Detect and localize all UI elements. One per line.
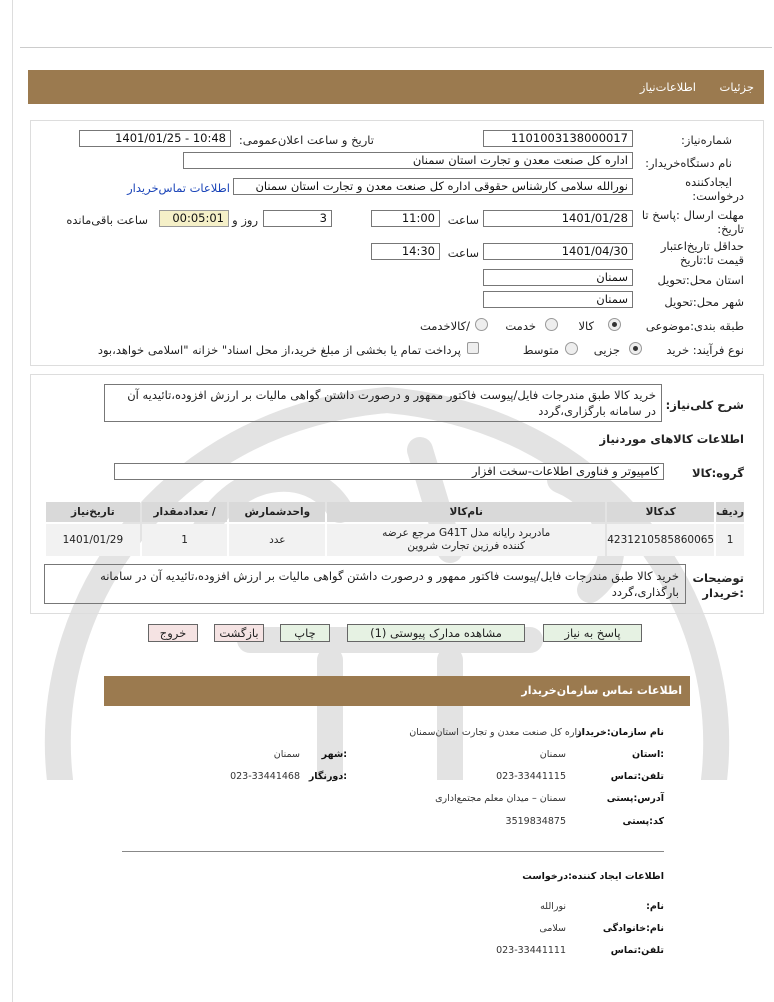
attachments-button[interactable]: مشاهده مدارک پیوستی (1) (347, 624, 525, 642)
back-button[interactable]: بازگشت (214, 624, 264, 642)
phone-value: 023-33441115 (496, 771, 566, 782)
province-c-value: سمنان (539, 749, 566, 760)
col-qty: / تعدادمقدار (142, 502, 228, 522)
cat-goods-label: کالا (578, 319, 594, 333)
payment-note: پرداخت تمام یا بخشی از مبلغ خرید،از محل اسناد" خزانه "اسلامی خواهد،بود (97, 343, 461, 357)
org-label: نام سازمان:خریدار (576, 727, 664, 738)
cell-name-line-1: مادربرد رایانه مدل G41T مرجع عرضه (382, 527, 551, 539)
radio-service[interactable] (545, 318, 558, 331)
cell-qty: 1 (142, 524, 228, 556)
city-label: شهر محل:تحویل (664, 295, 744, 309)
buyer-contact-link[interactable]: اطلاعات تماس‌خریدار (127, 181, 230, 195)
cell-unit: عدد (229, 524, 325, 556)
col-date: تاریخ‌نیاز (46, 502, 140, 522)
buyer-org-label: نام دستگاه‌خریدار: (645, 156, 732, 170)
radio-goods-service[interactable] (475, 318, 488, 331)
org-value: اداره کل صنعت معدن و تجارت استان‌سمنان (409, 727, 584, 738)
cell-code: 4231210585860065 (607, 524, 714, 556)
cell-index: 1 (716, 524, 744, 556)
address-value: سمنان – میدان معلم مجتمع‌اداری (435, 793, 566, 804)
validity-time-label: ساعت (447, 246, 479, 260)
cphone-label: تلفن:تماس (610, 945, 664, 956)
goods-info-title: اطلاعات کالاهای موردنیاز (599, 432, 744, 446)
description-line-2: در سامانه بارگزاری،گردد (538, 404, 656, 418)
description-line-1: خرید کالا طبق مندرجات فایل/پیوست فاکتور ممهور و درصورت داشتن گواهی مالیات بر ارزش افزوده،تائیدیه آن (127, 388, 656, 402)
creator-label-1: ایجادکننده (685, 175, 732, 189)
city-field: سمنان (483, 291, 633, 308)
deadline-time-field: 11:00 (371, 210, 440, 227)
cphone-value: 023-33441111 (496, 945, 566, 956)
col-unit: واحدشمارش (229, 502, 325, 522)
city-c-label: :شهر (321, 749, 347, 760)
cat-service-label: خدمت (505, 319, 536, 333)
radio-medium[interactable] (565, 342, 578, 355)
header-bar (28, 70, 764, 104)
goods-table (44, 500, 746, 558)
buyer-org-field: اداره کل صنعت معدن و تجارت استان سمنان (183, 152, 633, 169)
validity-label-2: قیمت تا:تاریخ (679, 253, 744, 267)
deadline-date-field: 1401/01/28 (483, 210, 633, 227)
validity-label-1: حداقل تاریخ‌اعتبار (660, 239, 744, 253)
cell-date: 1401/01/29 (46, 524, 140, 556)
deadline-label-2: تاریخ: (717, 222, 744, 236)
tab-details[interactable]: جزئیات (719, 80, 754, 94)
announce-field: 1401/01/25 - 10:48 (79, 130, 231, 147)
days-label: روز و (232, 213, 258, 227)
description-box (104, 384, 662, 422)
buyer-notes-box (44, 564, 686, 604)
buyer-notes-label-2: :خریدار (702, 586, 744, 600)
creator-label-2: درخواست: (692, 189, 744, 203)
category-label: طبقه بندی:موضوعی (645, 319, 744, 333)
process-label: نوع فرآیند: خرید (666, 343, 744, 357)
city-c-value: سمنان (273, 749, 300, 760)
phone-label: تلفن:تماس (610, 771, 664, 782)
family-value: سلامی (539, 923, 566, 934)
buyer-notes-label-1: توضیحات (692, 571, 744, 585)
validity-time-field: 14:30 (371, 243, 440, 260)
reply-button[interactable]: پاسخ به نیاز (543, 624, 642, 642)
province-field: سمنان (483, 269, 633, 286)
description-label: شرح کلی‌نیاز: (665, 398, 744, 412)
buyer-notes-line-1: خرید کالا طبق مندرجات فایل/پیوست فاکتور ممهور و درصورت داشتن گواهی مالیات بر ارزش افزوده،تائیدیه آن در سامانه (100, 569, 679, 583)
need-number-label: شماره‌نیاز: (681, 133, 732, 147)
exit-button[interactable]: خروج (148, 624, 198, 642)
table-row (46, 524, 744, 556)
postal-label: کد:پستی (622, 816, 664, 827)
contact-divider (122, 851, 664, 852)
payment-checkbox[interactable] (467, 342, 479, 354)
radio-goods[interactable] (608, 318, 621, 331)
announce-label: تاریخ و ساعت اعلان‌عمومی: (238, 133, 374, 147)
cat-goods-service-label: /کالا‌خدمت (419, 319, 470, 333)
print-button[interactable]: چاپ (280, 624, 330, 642)
need-number-field: 1101003138000017 (483, 130, 633, 147)
col-index: ردیف (716, 502, 744, 522)
proc-medium-label: متوسط (522, 343, 559, 357)
top-divider (20, 47, 772, 48)
cell-name (327, 524, 605, 556)
group-label: گروه:کالا (692, 466, 744, 480)
validity-date-field: 1401/04/30 (483, 243, 633, 260)
group-field: کامپیوتر و فناوری اطلاعات-سخت افزار (114, 463, 664, 480)
deadline-time-label: ساعت (447, 213, 479, 227)
buyer-notes-line-2: بارگذاری،گردد (611, 585, 679, 599)
fax-value: 023-33441468 (230, 771, 300, 782)
days-field: 3 (263, 210, 332, 227)
remaining-time-field: 00:05:01 (159, 210, 229, 227)
address-label: آدرس:پستی (606, 793, 664, 804)
tab-need-info[interactable]: اطلاعات‌نیاز (639, 80, 696, 94)
contact-title: اطلاعات تماس سازمان‌خریدار (521, 684, 682, 697)
family-label: نام:خانوادگی (602, 923, 664, 934)
name-label: نام: (646, 901, 664, 912)
remaining-label: ساعت باقی‌مانده (66, 213, 148, 227)
postal-value: 3519834875 (505, 816, 566, 827)
province-label: استان محل:تحویل (657, 273, 744, 287)
col-name: نام‌کالا (327, 502, 605, 522)
col-code: کدکالا (607, 502, 714, 522)
creator-field: نورالله سلامی کارشناس حقوقی اداره کل صنعت معدن و تجارت استان سمنان (233, 178, 633, 195)
creator-info-title: اطلاعات ایجاد کننده:درخواست (522, 871, 664, 882)
cell-name-line-2: کننده فرزین تجارت شروین (407, 540, 526, 552)
page-left-border (12, 0, 13, 1002)
name-value: نورالله (540, 901, 566, 912)
deadline-label-1: مهلت ارسال :پاسخ تا (641, 208, 744, 222)
proc-partial-label: جزیی (593, 343, 620, 357)
province-c-label: :استان (632, 749, 664, 760)
fax-label: :دورنگار (308, 771, 347, 782)
radio-partial[interactable] (629, 342, 642, 355)
contact-header-bar (104, 676, 690, 706)
